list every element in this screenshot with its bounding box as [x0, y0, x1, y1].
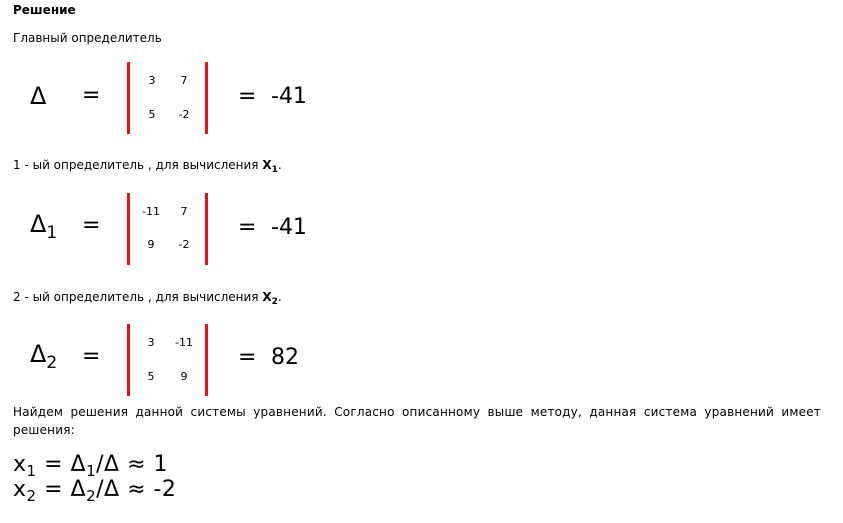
det2-cell-r1c2: -11 — [175, 336, 193, 349]
main-right-bar — [205, 62, 208, 134]
det2-delta-symbol — [30, 340, 58, 373]
main-result-equals: = — [238, 84, 257, 109]
main-cell-r2c2: -2 — [178, 108, 190, 121]
main-cell-r1c1: 3 — [148, 74, 156, 87]
solution-x2-sub: 2 — [26, 487, 37, 505]
solution-x2-num-sub: 2 — [86, 487, 97, 505]
det2-label-text: 2 - ый определитель , для вычисления — [13, 290, 263, 304]
det1-delta: Δ — [30, 210, 47, 238]
det2-left-bar — [127, 324, 130, 396]
det1-label — [13, 158, 282, 175]
det2-delta-sub: 2 — [46, 353, 58, 373]
main-cell-r1c2: 7 — [180, 74, 188, 87]
solution-x1-num-sub: 1 — [86, 462, 97, 480]
solution-x2-eq: = — [36, 477, 71, 502]
det1-result: -41 — [271, 215, 307, 240]
det2-label — [13, 290, 282, 307]
det1-cell-r2c1: 9 — [147, 238, 155, 251]
solution-x1-sub: 1 — [26, 462, 37, 480]
det1-cell-r2c2: -2 — [178, 238, 190, 251]
det1-cell-r1c2: 7 — [180, 205, 188, 218]
det2-result: 82 — [271, 345, 299, 370]
det1-equals: = — [82, 213, 101, 238]
main-determinant-label: Главный определитель — [13, 31, 162, 45]
solution-x2-var: x — [13, 477, 27, 502]
det2-delta: Δ — [30, 340, 47, 368]
det1-delta-symbol — [30, 210, 58, 243]
det2-label-var-sub: 2 — [271, 297, 278, 307]
solution-x2-num: Δ — [70, 477, 87, 502]
det1-label-text: 1 - ый определитель , для вычисления — [13, 158, 263, 172]
det2-cell-r2c1: 5 — [147, 370, 155, 383]
main-left-bar — [127, 62, 130, 134]
det2-label-var: X — [262, 290, 272, 304]
det2-cell-r1c1: 3 — [147, 336, 155, 349]
det1-label-end: . — [277, 158, 282, 172]
det2-equals: = — [82, 344, 101, 369]
det1-cell-r1c1: -11 — [142, 205, 160, 218]
solution-x2-rest: /Δ ≈ -2 — [96, 477, 177, 502]
det1-delta-sub: 1 — [46, 223, 58, 243]
solution-x1-num: Δ — [70, 452, 87, 477]
solution-x1-var: x — [13, 452, 27, 477]
det2-label-end: . — [277, 290, 282, 304]
conclusion-text: Найдем решения данной системы уравнений. Согласно описанному выше методу, данная система уравнений имеет решения: — [13, 405, 821, 437]
solution-x1 — [13, 452, 168, 480]
solution-x1-rest: /Δ ≈ 1 — [96, 452, 168, 477]
det1-label-var: X — [262, 158, 272, 172]
solution-x1-eq: = — [36, 452, 71, 477]
det1-result-equals: = — [238, 215, 257, 240]
section-heading: Решение — [13, 3, 76, 17]
det1-left-bar — [127, 193, 130, 265]
main-equals: = — [82, 83, 101, 108]
det2-cell-r2c2: 9 — [180, 370, 188, 383]
det2-right-bar — [205, 324, 208, 396]
main-delta-symbol: Δ — [30, 82, 47, 110]
det1-right-bar — [205, 193, 208, 265]
solution-x2 — [13, 477, 177, 505]
main-result: -41 — [271, 84, 307, 109]
det1-label-var-sub: 1 — [271, 165, 278, 175]
det2-result-equals: = — [238, 345, 257, 370]
main-cell-r2c1: 5 — [148, 108, 156, 121]
